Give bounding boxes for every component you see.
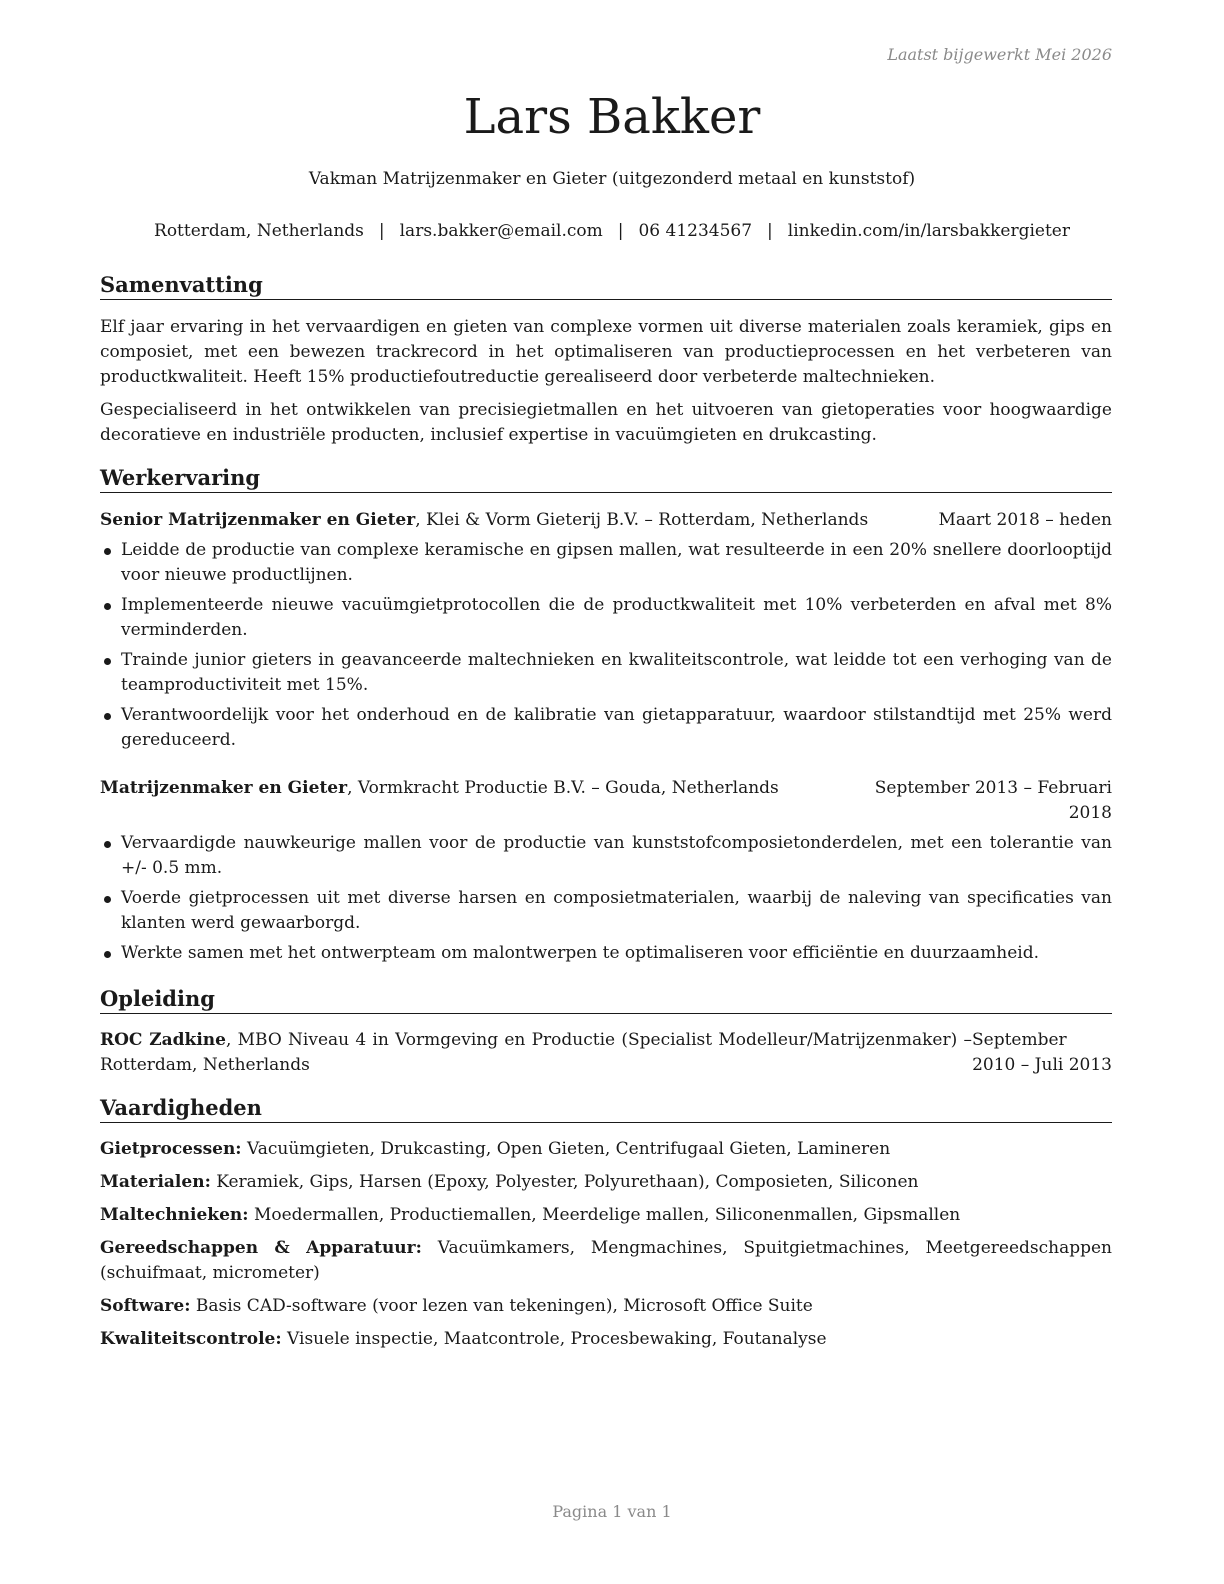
job-bullets [100, 831, 1112, 966]
job-company: , Klei & Vorm Gieterij B.V. – Rotterdam, Netherlands [415, 510, 869, 530]
skill-row [100, 1294, 1112, 1319]
job-title: Matrijzenmaker en Gieter [100, 778, 348, 798]
contact-email[interactable]: lars.bakker@email.com [399, 221, 603, 241]
contact-linkedin[interactable]: linkedin.com/in/larsbakkergieter [787, 221, 1070, 241]
page-number-footer: Pagina 1 van 1 [552, 1502, 672, 1521]
skill-row [100, 1236, 1112, 1286]
contact-separator: | [378, 221, 385, 241]
skills-section [100, 1137, 1112, 1352]
skill-label: Kwaliteitscontrole: [100, 1329, 282, 1349]
skill-value: Visuele inspectie, Maatcontrole, Procesbewaking, Foutanalyse [281, 1329, 827, 1349]
section-title-experience: Werkervaring [100, 465, 1112, 493]
contact-line [0, 220, 1224, 242]
education-degree: , MBO Niveau 4 in Vormgeving en Productie (Specialist Modelleur/Matrijzenmaker) – Rotterdam, Netherlands [100, 1030, 972, 1075]
job-entry [100, 776, 1112, 966]
job-bullet: Verantwoordelijk voor het onderhoud en de kalibratie van gietapparatuur, waardoor stilstandtijd met 25% werd gereduceerd. [100, 703, 1112, 753]
job-dates: September 2013 – Februari 2018 [874, 778, 1112, 823]
job-header [100, 776, 1112, 826]
skill-value: Keramiek, Gips, Harsen (Epoxy, Polyester, Polyurethaan), Composieten, Siliconen [210, 1172, 919, 1192]
skill-value: Vacuümkamers, Mengmachines, Spuitgietmachines, Meetgereedschappen (schuifmaat, micrometer) [100, 1238, 1112, 1283]
skill-row [100, 1203, 1112, 1228]
job-bullet: Vervaardigde nauwkeurige mallen voor de productie van kunststofcomposietonderdelen, met een tolerantie van +/- 0.5 mm. [100, 831, 1112, 881]
job-entry [100, 508, 1112, 753]
section-title-summary: Samenvatting [100, 272, 1112, 300]
education-entry [100, 1028, 1112, 1078]
section-title-skills: Vaardigheden [100, 1095, 1112, 1123]
job-dates: Maart 2018 – heden [938, 510, 1112, 530]
candidate-name: Lars Bakker [463, 89, 761, 145]
contact-location: Rotterdam, Netherlands [154, 221, 364, 241]
skill-label: Materialen: [100, 1172, 211, 1192]
education-school: ROC Zadkine [100, 1030, 226, 1050]
skill-label: Maltechnieken: [100, 1205, 249, 1225]
job-bullet: Voerde gietprocessen uit met diverse harsen en composietmaterialen, waarbij de naleving van specificaties van klanten werd gewaarborgd. [100, 886, 1112, 936]
summary-paragraph: Elf jaar ervaring in het vervaardigen en gieten van complexe vormen uit diverse materialen zoals keramiek, gips en composiet, met een bewezen trackrecord in het optimaliseren van productieprocessen en het verbeteren van productkwaliteit. Heeft 15% productiefoutreductie gerealiseerd door verbeterde maltechnieken. [100, 317, 1112, 387]
skill-row [100, 1170, 1112, 1195]
job-bullet: Leidde de productie van complexe keramische en gipsen mallen, wat resulteerde in een 20% snellere doorlooptijd voor nieuwe productlijnen. [100, 538, 1112, 588]
job-bullet: Implementeerde nieuwe vacuümgietprotocollen die de productkwaliteit met 10% verbeterden en afval met 8% verminderden. [100, 593, 1112, 643]
section-title-education: Opleiding [100, 986, 1112, 1014]
job-bullets [100, 538, 1112, 753]
skill-label: Gietprocessen: [100, 1139, 242, 1159]
last-updated-note: Laatst bijgewerkt Mei 2026 [887, 45, 1112, 64]
job-company: , Vormkracht Productie B.V. – Gouda, Netherlands [347, 778, 779, 798]
job-title: Senior Matrijzenmaker en Gieter [100, 510, 416, 530]
skill-row [100, 1137, 1112, 1162]
contact-separator: | [767, 221, 773, 241]
skill-value: Moedermallen, Productiemallen, Meerdelige mallen, Siliconenmallen, Gipsmallen [248, 1205, 961, 1225]
contact-phone: 06 41234567 [638, 221, 753, 241]
skill-value: Basis CAD-software (voor lezen van tekeningen), Microsoft Office Suite [190, 1296, 813, 1316]
skill-value: Vacuümgieten, Drukcasting, Open Gieten, Centrifugaal Gieten, Lamineren [241, 1139, 891, 1159]
professional-headline: Vakman Matrijzenmaker en Gieter (uitgezonderd metaal en kunststof) [308, 169, 916, 189]
job-header [100, 508, 1112, 533]
skill-row [100, 1327, 1112, 1352]
skill-label: Software: [100, 1296, 191, 1316]
job-bullet: Werkte samen met het ontwerpteam om malontwerpen te optimaliseren voor efficiëntie en duurzaamheid. [100, 941, 1112, 966]
job-bullet: Trainde junior gieters in geavanceerde maltechnieken en kwaliteitscontrole, wat leidde tot een verhoging van de teamproductiviteit met 15%. [100, 648, 1112, 698]
skill-label: Gereedschappen & Apparatuur: [100, 1238, 422, 1258]
contact-separator: | [617, 221, 624, 241]
summary-section [100, 315, 1112, 448]
summary-paragraph: Gespecialiseerd in het ontwikkelen van precisiegietmallen en het uitvoeren van gietoperaties voor hoogwaardige decoratieve en industriële producten, inclusief expertise in vacuümgieten en drukcasting. [100, 400, 1112, 445]
education-header [100, 1028, 1112, 1078]
education-dates: September 2010 – Juli 2013 [972, 1030, 1112, 1075]
